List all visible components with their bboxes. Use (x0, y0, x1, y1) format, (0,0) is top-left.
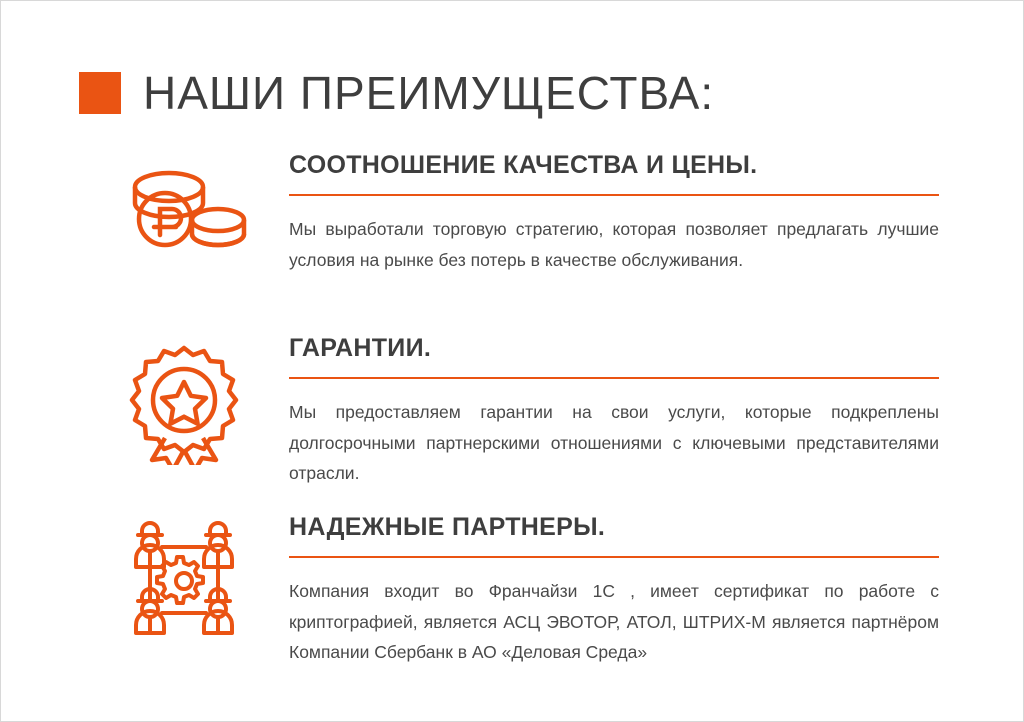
advantage-block-guarantees (79, 334, 949, 489)
divider (289, 194, 939, 196)
award-star-badge-icon (124, 340, 244, 489)
block-body: Компания входит во Франчайзи 1С , имеет сертификат по работе с криптографией, является АСЦ ЭВОТОР, АТОЛ, ШТРИХ-М является партнёром Компании Сбербанк в АО «Деловая Среда» (289, 581, 939, 663)
icon-container (79, 151, 289, 275)
page-header (79, 35, 714, 151)
accent-square-decoration (79, 72, 121, 114)
text-container (289, 334, 949, 489)
text-container (289, 151, 949, 275)
divider (289, 377, 939, 379)
icon-container (79, 334, 289, 489)
block-title: ГАРАНТИИ. (289, 334, 432, 362)
coins-ruble-icon (119, 157, 249, 275)
advantage-block-partners (79, 513, 949, 668)
team-network-gear-icon (124, 519, 244, 668)
block-title: НАДЕЖНЫЕ ПАРТНЕРЫ. (289, 513, 606, 541)
advantage-block-price-quality (79, 151, 949, 275)
icon-container (79, 513, 289, 668)
divider (289, 556, 939, 558)
block-title: СООТНОШЕНИЕ КАЧЕСТВА И ЦЕНЫ. (289, 151, 758, 179)
text-container (289, 513, 949, 668)
block-body: Мы выработали торговую стратегию, которая позволяет предлагать лучшие условия на рынке без потерь в качестве обслуживания. (289, 219, 939, 270)
page-title: НАШИ ПРЕИМУЩЕСТВА: (143, 66, 715, 119)
block-body: Мы предоставляем гарантии на свои услуги, которые подкреплены долгосрочными партнерскими отношениями с ключевыми представителями отрасли. (289, 402, 939, 484)
